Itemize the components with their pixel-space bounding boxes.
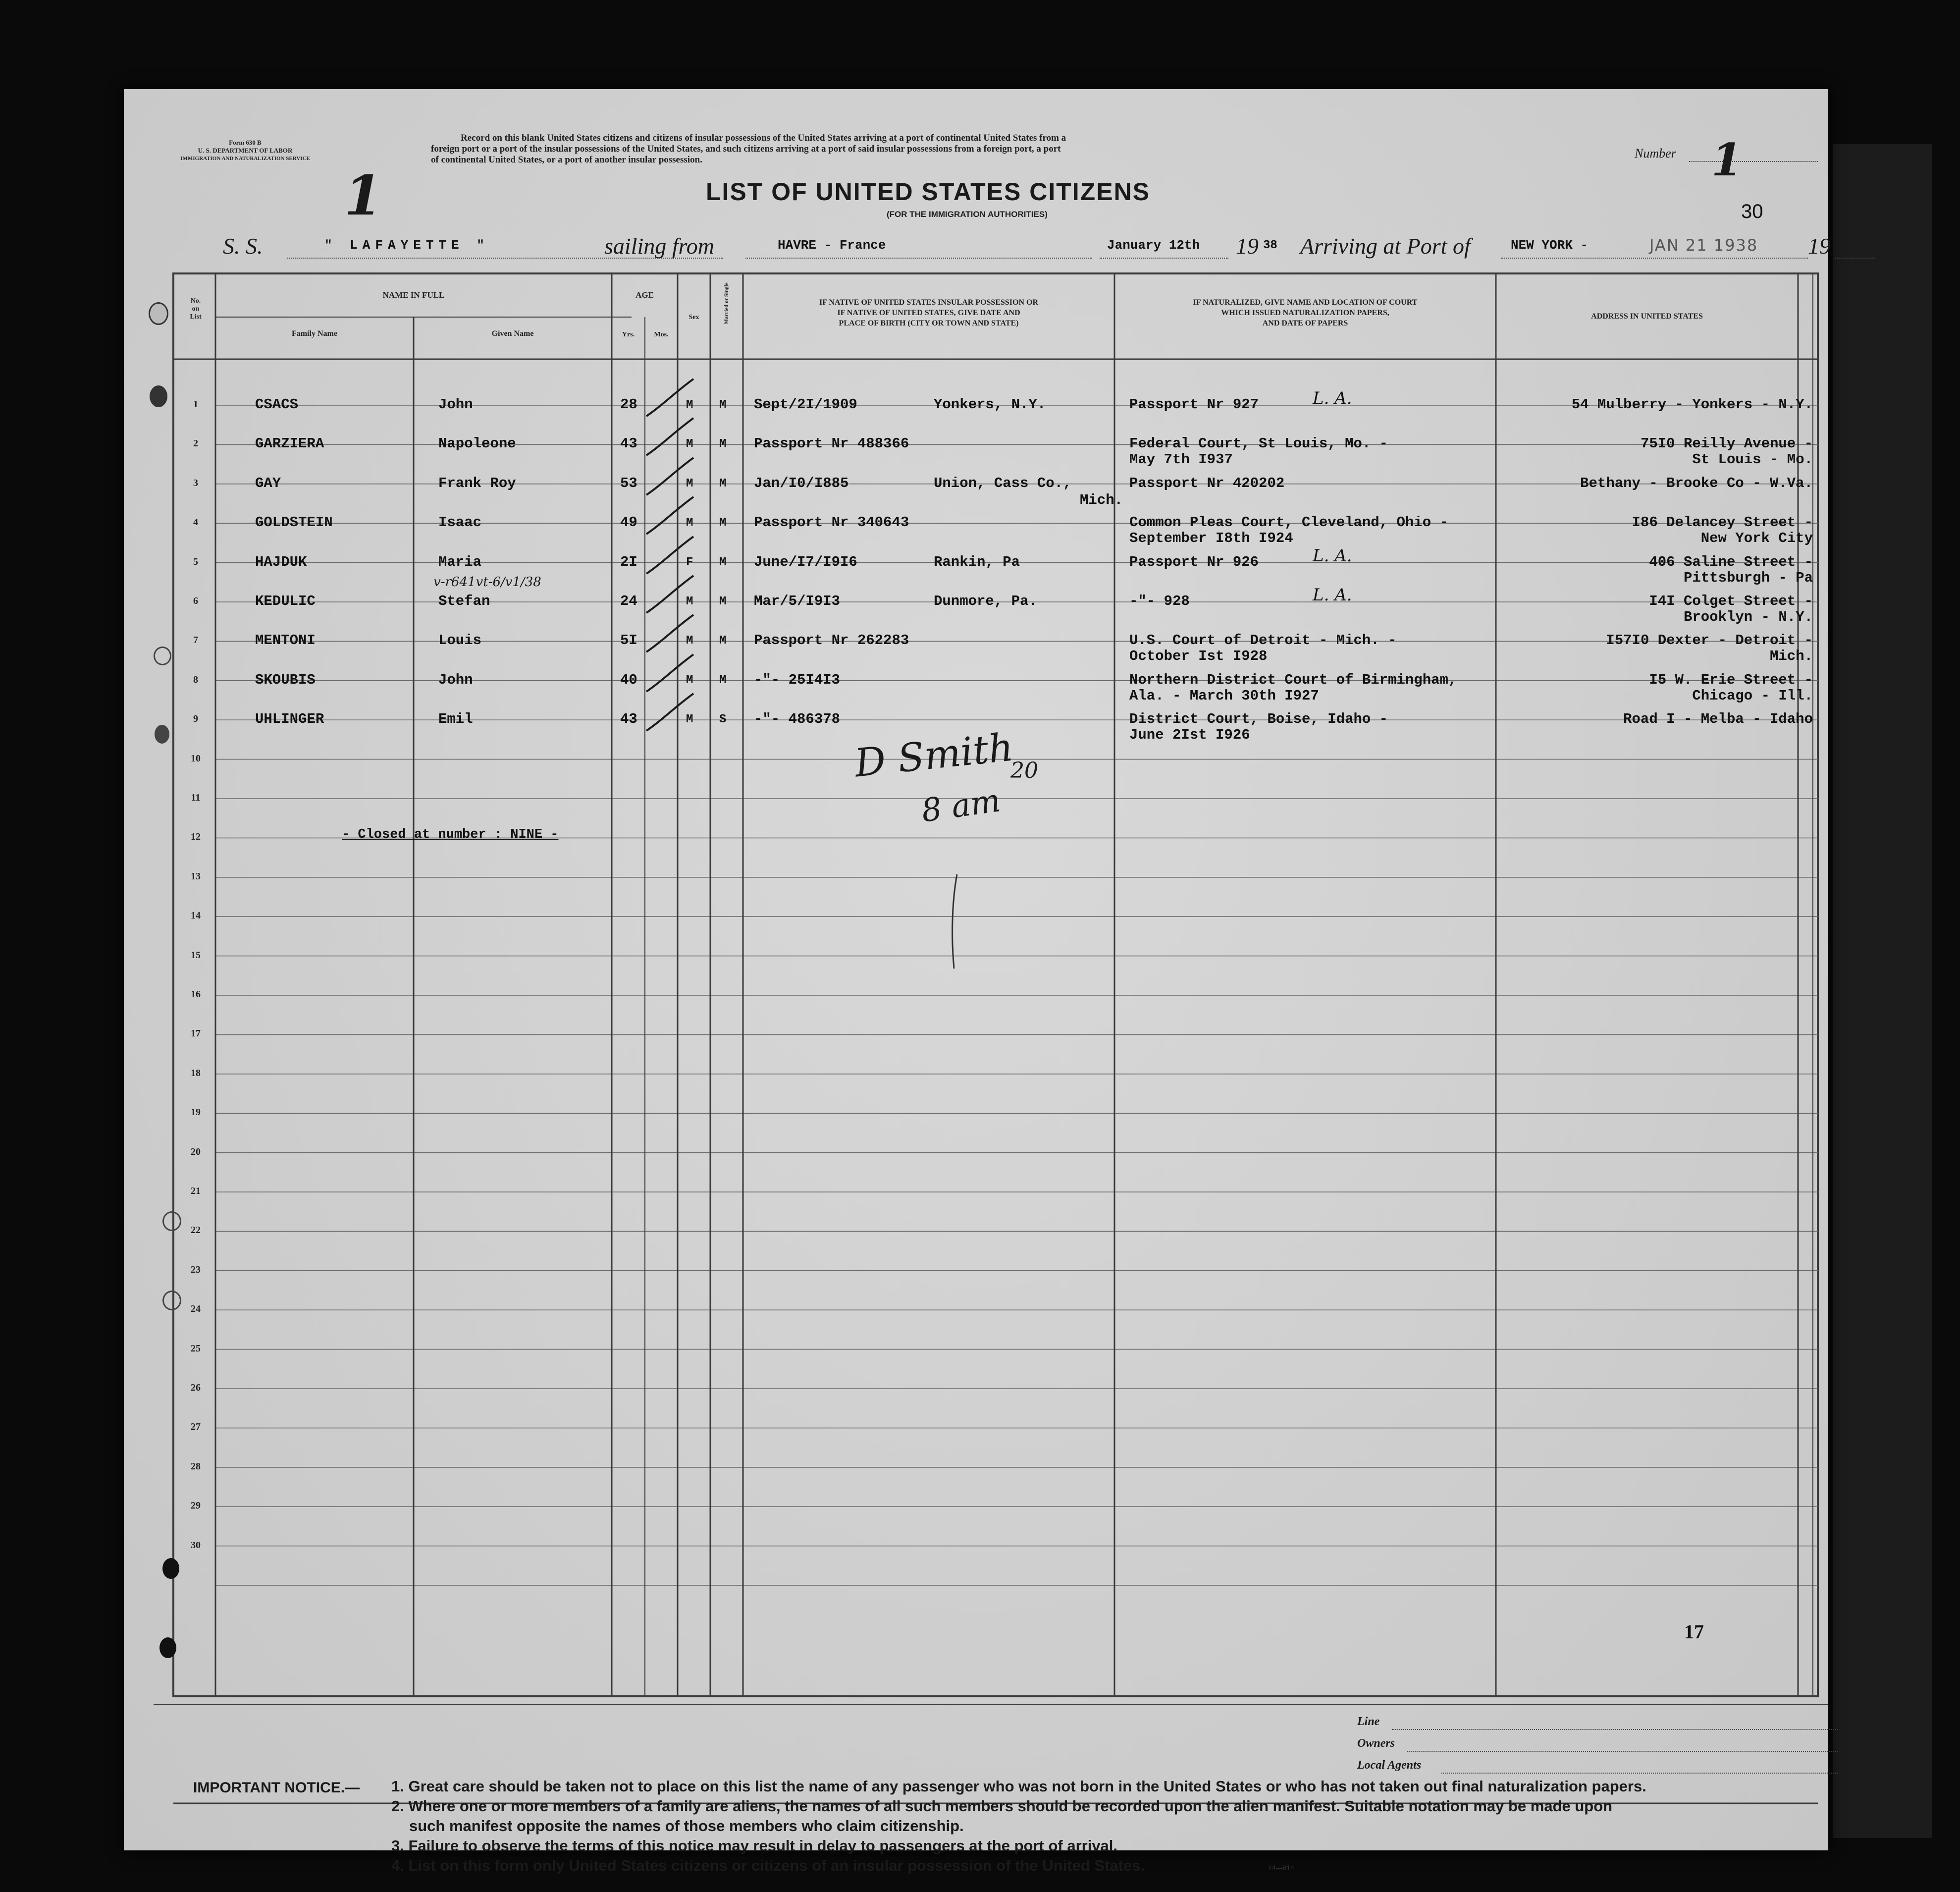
punch-hole xyxy=(150,385,167,407)
naturalization-court: Passport Nr 927 xyxy=(1129,396,1259,413)
check-mark xyxy=(641,612,696,657)
row-number: 15 xyxy=(191,949,201,961)
age-years: 53 xyxy=(620,475,637,491)
owners-field xyxy=(1407,1751,1838,1752)
sex: M xyxy=(686,437,693,451)
handwritten-list-mark: 1 xyxy=(344,163,382,227)
row-number: 23 xyxy=(191,1264,201,1275)
line-label: Line xyxy=(1357,1715,1380,1728)
family-name: SKOUBIS xyxy=(255,671,316,688)
header-text: Single xyxy=(723,282,730,297)
header-family-name: Family Name xyxy=(292,329,337,338)
row-number: 3 xyxy=(193,477,198,488)
row-number: 13 xyxy=(191,870,201,882)
row-number: 5 xyxy=(193,556,198,567)
sex: M xyxy=(686,398,693,412)
row-number: 24 xyxy=(191,1303,201,1315)
from-port: HAVRE - France xyxy=(778,238,886,253)
row-number: 9 xyxy=(193,713,198,725)
birth-place: Dunmore, Pa. xyxy=(934,593,1037,609)
address-line: 406 Saline Street - xyxy=(1649,553,1813,570)
row-number: 21 xyxy=(191,1186,201,1196)
naturalization-court: May 7th I937 xyxy=(1129,451,1233,468)
sailing-label: sailing from xyxy=(604,233,714,259)
year-prefix: 19 xyxy=(1236,233,1259,259)
service-name: IMMIGRATION AND NATURALIZATION SERVICE xyxy=(180,156,310,162)
adjacent-page-edge xyxy=(1833,144,1932,1838)
naturalization-court: Passport Nr 926 xyxy=(1129,553,1259,570)
punch-hole xyxy=(159,1637,176,1658)
address-line: I86 Delancey Street - xyxy=(1632,514,1813,531)
marital-status: M xyxy=(719,595,727,608)
given-name: John xyxy=(438,671,473,688)
number-label: Number xyxy=(1635,146,1676,161)
naturalization-court: October Ist I928 xyxy=(1129,648,1268,665)
family-name: UHLINGER xyxy=(255,711,324,728)
check-mark xyxy=(641,377,696,421)
punch-hole xyxy=(149,302,168,325)
age-years: 24 xyxy=(620,593,637,609)
birth-place: Mich. xyxy=(1080,491,1123,508)
header-text: No. xyxy=(190,297,201,305)
notice-item-2: 2. Where one or more members of a family are aliens, the names of all such members should be recorded upon the alien manifest. Suitable notation may be made upon xyxy=(391,1797,1613,1815)
birth-place: Yonkers, N.Y. xyxy=(934,396,1046,413)
row-number: 1 xyxy=(193,399,198,410)
address-line: Pittsburgh - Pa xyxy=(1683,569,1813,586)
owners-label: Owners xyxy=(1357,1737,1395,1750)
preamble-line: of continental United States, or a port of another insular possession. xyxy=(431,155,702,165)
marital-status: M xyxy=(719,634,727,648)
local-agents-field xyxy=(1441,1773,1838,1774)
marital-status: S xyxy=(719,713,727,727)
notice-item-2-cont: such manifest opposite the names of those members who claim citizenship. xyxy=(409,1817,964,1835)
header-naturalized xyxy=(1114,297,1496,328)
family-name: CSACS xyxy=(255,396,299,413)
row-number: 8 xyxy=(193,674,198,685)
punch-hole xyxy=(162,1291,181,1310)
birth-date-or-passport: June/I7/I9I6 xyxy=(754,553,857,570)
row-number: 16 xyxy=(191,989,201,1000)
family-name: GARZIERA xyxy=(255,435,324,452)
header-text: WHICH ISSUED NATURALIZATION PAPERS, xyxy=(1221,309,1389,317)
closed-note: - Closed at number : NINE - xyxy=(342,827,559,842)
header-married-single xyxy=(710,282,743,324)
address-line: I4I Colget Street - xyxy=(1649,593,1813,609)
row-number: 17 xyxy=(191,1028,201,1039)
row-number: 12 xyxy=(191,831,201,843)
sail-date: January 12th xyxy=(1107,238,1200,253)
number-value: 1 xyxy=(1711,134,1743,186)
address-line: Chicago - Ill. xyxy=(1692,687,1813,704)
row-number: 6 xyxy=(193,595,198,606)
row-number: 27 xyxy=(191,1421,201,1433)
row-number: 2 xyxy=(193,438,198,449)
page-number: 30 xyxy=(1741,201,1763,222)
row-number: 14 xyxy=(191,910,201,921)
header-no-on-list xyxy=(176,297,215,321)
age-years: 40 xyxy=(620,671,637,688)
naturalization-court: Northern District Court of Birmingham, xyxy=(1129,671,1457,688)
form-code: 14—814 xyxy=(1268,1864,1294,1872)
arrival-date-stamp: JAN 21 1938 xyxy=(1649,236,1758,255)
sex: M xyxy=(686,477,693,490)
punch-hole xyxy=(155,725,169,744)
row-number: 20 xyxy=(191,1146,201,1157)
form-subtitle: (FOR THE IMMIGRATION AUTHORITIES) xyxy=(887,210,1048,219)
notice-item-3: 3. Failure to observe the terms of this notice may result in delay to passengers at the port of arrival. xyxy=(391,1837,1118,1854)
given-name: Isaac xyxy=(438,514,482,531)
row-number: 22 xyxy=(191,1225,201,1236)
year-suffix: 38 xyxy=(1263,239,1277,252)
given-name: Emil xyxy=(438,711,473,728)
form-title: LIST OF UNITED STATES CITIZENS xyxy=(706,178,1151,206)
row-number: 7 xyxy=(193,635,198,646)
age-years: 28 xyxy=(620,396,637,413)
given-name: Maria xyxy=(438,553,482,570)
header-address: ADDRESS IN UNITED STATES xyxy=(1591,312,1703,321)
address-line: Bethany - Brooke Co - W.Va. xyxy=(1580,475,1813,491)
family-name: KEDULIC xyxy=(255,593,316,609)
marital-status: M xyxy=(719,398,727,412)
handwritten-initials: L. A. xyxy=(1313,388,1352,408)
handwritten-time: 8 am xyxy=(919,782,1003,830)
arrival-year-prefix: 19 xyxy=(1808,233,1831,259)
birth-date-or-passport: Sept/2I/1909 xyxy=(754,396,857,413)
family-name: MENTONI xyxy=(255,632,316,649)
check-mark xyxy=(641,652,696,697)
row-number: 11 xyxy=(191,792,201,803)
notice-heading: IMPORTANT NOTICE.— xyxy=(193,1780,360,1796)
arrival-port: NEW YORK - xyxy=(1511,238,1589,253)
check-mark xyxy=(641,534,696,579)
header-text: IF NATIVE OF UNITED STATES, GIVE DATE AND xyxy=(837,309,1020,317)
notice-item-4: 4. List on this form only United States citizens or citizens of an insular possession of the United States. xyxy=(391,1857,1145,1874)
address-line: Brooklyn - N.Y. xyxy=(1683,609,1813,625)
address-line: I57I0 Dexter - Detroit - xyxy=(1606,632,1813,649)
address-line: I5 W. Erie Street - xyxy=(1649,671,1813,688)
marital-status: M xyxy=(719,516,727,530)
handwritten-note: v-r641vt-6/v1/38 xyxy=(433,575,541,590)
row-number: 26 xyxy=(191,1382,201,1393)
header-text: IF NATIVE OF UNITED STATES INSULAR POSSESSION OR xyxy=(819,298,1039,307)
notice-item-1: 1. Great care should be taken not to place on this list the name of any passenger who was not born in the United States or who has not taken out final naturalization papers. xyxy=(391,1778,1646,1795)
birth-date-or-passport: Mar/5/I9I3 xyxy=(754,593,841,609)
header-text: IF NATURALIZED, GIVE NAME AND LOCATION OF COURT xyxy=(1193,298,1418,307)
given-name: Stefan xyxy=(438,593,490,609)
naturalization-court: District Court, Boise, Idaho - xyxy=(1129,711,1388,728)
header-text: Married or xyxy=(723,298,730,324)
header-text: PLACE OF BIRTH (CITY OR TOWN AND STATE) xyxy=(839,319,1019,327)
naturalization-court: Federal Court, St Louis, Mo. - xyxy=(1129,435,1388,452)
row-number: 18 xyxy=(191,1067,201,1079)
header-name-in-full: NAME IN FULL xyxy=(382,290,445,300)
family-name: HAJDUK xyxy=(255,553,307,570)
sex: F xyxy=(686,555,693,569)
check-mark xyxy=(641,573,696,618)
address-line: New York City xyxy=(1700,530,1813,547)
naturalization-court: Common Pleas Court, Cleveland, Ohio - xyxy=(1129,514,1448,531)
header-text: List xyxy=(190,313,202,321)
birth-place: Rankin, Pa xyxy=(934,553,1020,570)
ss-label: S. S. xyxy=(223,233,263,259)
age-years: 43 xyxy=(620,435,637,452)
naturalization-court: -"- 928 xyxy=(1129,593,1190,609)
row-number: 29 xyxy=(191,1500,201,1512)
marital-status: M xyxy=(719,673,727,687)
header-text: on xyxy=(192,305,200,313)
naturalization-court: June 2Ist I926 xyxy=(1129,727,1250,744)
header-given-name: Given Name xyxy=(491,329,534,338)
pencil-stroke xyxy=(946,872,966,971)
check-mark xyxy=(641,494,696,539)
line-field xyxy=(1392,1729,1838,1730)
row-number: 4 xyxy=(193,517,198,528)
given-name: Napoleone xyxy=(438,435,516,452)
address-line: 75I0 Reilly Avenue - xyxy=(1640,435,1813,452)
sex: M xyxy=(686,673,693,687)
family-name: GAY xyxy=(255,475,281,491)
age-years: 2I xyxy=(620,553,637,570)
handwritten-20: 20 xyxy=(1010,758,1038,783)
sex: M xyxy=(686,634,693,648)
age-years: 43 xyxy=(620,711,637,728)
marital-status: M xyxy=(719,555,727,569)
check-mark xyxy=(641,455,696,500)
header-years: Yrs. xyxy=(622,331,635,338)
preamble-line: Record on this blank United States citizens and citizens of insular possessions of the United States arriving at a port of continental United States from a xyxy=(461,133,1066,143)
marital-status: M xyxy=(719,477,727,490)
ship-name: " LAFAYETTE " xyxy=(324,238,489,253)
header-native xyxy=(743,297,1114,328)
check-mark xyxy=(641,416,696,460)
header-sex: Sex xyxy=(689,314,699,321)
naturalization-court: Passport Nr 420202 xyxy=(1129,475,1285,491)
row-number: 25 xyxy=(191,1343,201,1354)
punch-hole xyxy=(154,647,171,665)
header-text: AND DATE OF PAPERS xyxy=(1262,319,1348,327)
handwritten-signature: D Smith xyxy=(852,725,1016,786)
local-agents-label: Local Agents xyxy=(1357,1759,1422,1772)
sex: M xyxy=(686,713,693,727)
row-number: 28 xyxy=(191,1460,201,1472)
arriving-label: Arriving at Port of xyxy=(1300,233,1471,259)
manifest-sheet xyxy=(124,89,1831,1874)
row-number: 10 xyxy=(191,753,201,764)
age-years: 5I xyxy=(620,632,637,649)
naturalization-court: Ala. - March 30th I927 xyxy=(1129,687,1319,704)
handwritten-initials: L. A. xyxy=(1313,585,1352,605)
birth-date-or-passport: -"- 486378 xyxy=(754,711,841,728)
punch-hole xyxy=(162,1558,179,1579)
given-name: Frank Roy xyxy=(438,475,516,491)
given-name: John xyxy=(438,396,473,413)
sex: M xyxy=(686,516,693,530)
row-number: 30 xyxy=(191,1539,201,1551)
birth-date-or-passport: Passport Nr 262283 xyxy=(754,632,909,649)
check-mark xyxy=(641,691,696,736)
birth-place: Union, Cass Co., xyxy=(934,475,1072,491)
table-grid xyxy=(124,89,1828,1850)
preamble-line: foreign port or a port of the insular possessions of the United States, and such citizens arriving at a port of said insular possessions from a foreign port, a port xyxy=(431,144,1061,154)
birth-date-or-passport: Passport Nr 340643 xyxy=(754,514,909,531)
form-number: Form 630 B xyxy=(229,139,262,146)
address-line: Mich. xyxy=(1769,648,1813,665)
address-line: 54 Mulberry - Yonkers - N.Y. xyxy=(1571,396,1813,413)
family-name: GOLDSTEIN xyxy=(255,514,333,531)
given-name: Louis xyxy=(438,632,482,649)
address-line: Road I - Melba - Idaho xyxy=(1623,711,1813,728)
department-name: U. S. DEPARTMENT OF LABOR xyxy=(198,147,293,154)
sex: M xyxy=(686,595,693,608)
marital-status: M xyxy=(719,437,727,451)
age-years: 49 xyxy=(620,514,637,531)
header-months: Mos. xyxy=(654,331,669,338)
arrival-year-line xyxy=(1835,258,1875,259)
bottom-count: 17 xyxy=(1684,1621,1704,1643)
row-number: 19 xyxy=(191,1107,201,1118)
birth-date-or-passport: -"- 25I4I3 xyxy=(754,671,841,688)
naturalization-court: U.S. Court of Detroit - Mich. - xyxy=(1129,632,1397,649)
punch-hole xyxy=(162,1211,181,1231)
handwritten-initials: L. A. xyxy=(1313,545,1352,566)
header-age: AGE xyxy=(636,290,654,300)
address-line: St Louis - Mo. xyxy=(1692,451,1813,468)
birth-date-or-passport: Jan/I0/I885 xyxy=(754,475,849,491)
naturalization-court: September I8th I924 xyxy=(1129,530,1293,547)
birth-date-or-passport: Passport Nr 488366 xyxy=(754,435,909,452)
